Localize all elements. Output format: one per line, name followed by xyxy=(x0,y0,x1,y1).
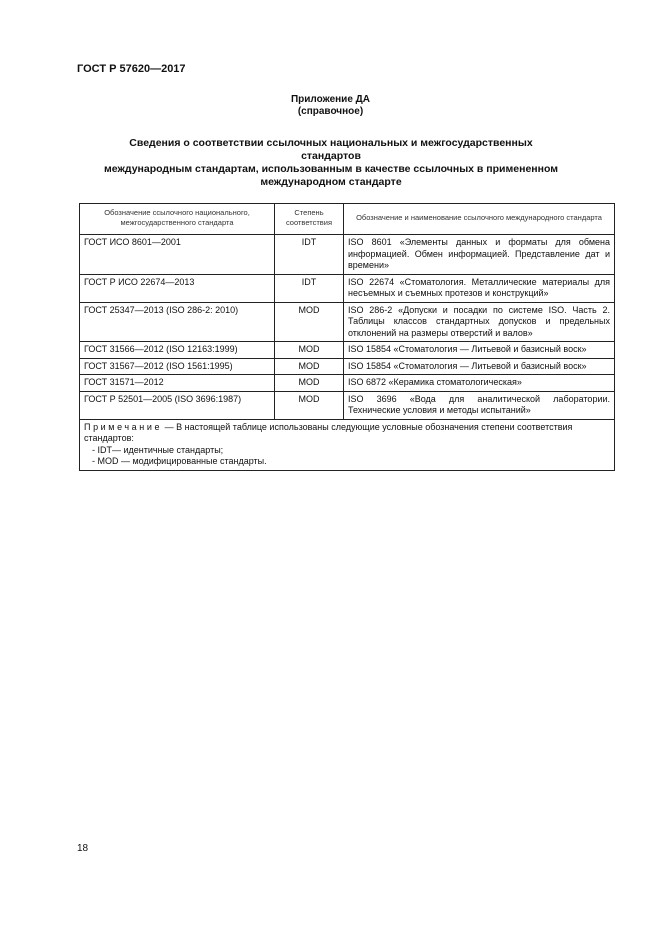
note-label: Примечание xyxy=(84,421,163,432)
cell-national-standard: ГОСТ 31566—2012 (ISO 12163:1999) xyxy=(80,342,275,359)
appendix-title: Приложение ДА xyxy=(290,94,371,105)
table-row xyxy=(80,391,615,419)
cell-international-standard: ISO 6872 «Керамика стоматологическая» xyxy=(344,375,615,392)
table-row xyxy=(80,274,615,302)
section-title-line: Сведения о соответствии ссылочных национальных и межгосударственных стандартов xyxy=(129,137,533,162)
table-note-row xyxy=(80,419,615,470)
page-number: 18 xyxy=(77,843,89,854)
cell-national-standard: ГОСТ 31567—2012 (ISO 1561:1995) xyxy=(80,358,275,375)
table-row xyxy=(80,235,615,275)
cell-international-standard: ISO 8601 «Элементы данных и форматы для обмена информацией. Обмен информацией. Представление дат и времени» xyxy=(344,235,615,275)
cell-international-standard: ISO 3696 «Вода для аналитической лаборатории. Технические условия и методы испытаний» xyxy=(344,391,615,419)
cell-national-standard: ГОСТ 31571—2012 xyxy=(80,375,275,392)
cell-degree: MOD xyxy=(275,342,344,359)
section-title xyxy=(100,137,562,189)
cell-degree: MOD xyxy=(275,391,344,419)
cell-national-standard: ГОСТ ИСО 8601—2001 xyxy=(80,235,275,275)
appendix-subtitle: (справочное) xyxy=(297,106,364,117)
cell-national-standard: ГОСТ 25347—2013 (ISO 286-2: 2010) xyxy=(80,302,275,342)
table-header-row xyxy=(80,204,615,235)
cell-international-standard: ISO 15854 «Стоматология — Литьевой и базисный воск» xyxy=(344,358,615,375)
header-degree: Степень соответствия xyxy=(275,204,344,235)
cell-international-standard: ISO 286-2 «Допуски и посадки по системе ISO. Часть 2. Таблицы классов стандартных допусков и предельных отклонений на размеры отверстий и валов» xyxy=(344,302,615,342)
note-item-idt: - IDT— идентичные стандарты; xyxy=(92,444,224,455)
appendix-heading xyxy=(0,94,661,118)
header-national-standard: Обозначение ссылочного национального, межгосударственного стандарта xyxy=(80,204,275,235)
section-title-line: международным стандартам, использованным в качестве ссылочных в примененном xyxy=(103,163,559,175)
table-row xyxy=(80,302,615,342)
cell-international-standard: ISO 22674 «Стоматология. Металлические материалы для несъемных и съемных протезов и конструкций» xyxy=(344,274,615,302)
note-item-mod: - MOD — модифицированные стандарты. xyxy=(92,456,267,466)
table-note xyxy=(80,419,615,470)
note-text xyxy=(84,422,610,445)
cell-degree: MOD xyxy=(275,358,344,375)
header-international-standard: Обозначение и наименование ссылочного международного стандарта xyxy=(344,204,615,235)
cell-degree: IDT xyxy=(275,235,344,275)
document-code: ГОСТ Р 57620—2017 xyxy=(77,63,186,75)
cell-international-standard: ISO 15854 «Стоматология — Литьевой и базисный воск» xyxy=(344,342,615,359)
table-row xyxy=(80,342,615,359)
cell-national-standard: ГОСТ Р 52501—2005 (ISO 3696:1987) xyxy=(80,391,275,419)
standards-table xyxy=(79,203,615,471)
section-title-line: международном стандарте xyxy=(260,176,402,188)
cell-degree: IDT xyxy=(275,274,344,302)
cell-degree: MOD xyxy=(275,302,344,342)
table-row xyxy=(80,358,615,375)
cell-national-standard: ГОСТ Р ИСО 22674—2013 xyxy=(80,274,275,302)
table-row xyxy=(80,375,615,392)
note-body: — В настоящей таблице использованы следующие условные обозначения степени соответствия стандартов: xyxy=(84,421,573,443)
cell-degree: MOD xyxy=(275,375,344,392)
